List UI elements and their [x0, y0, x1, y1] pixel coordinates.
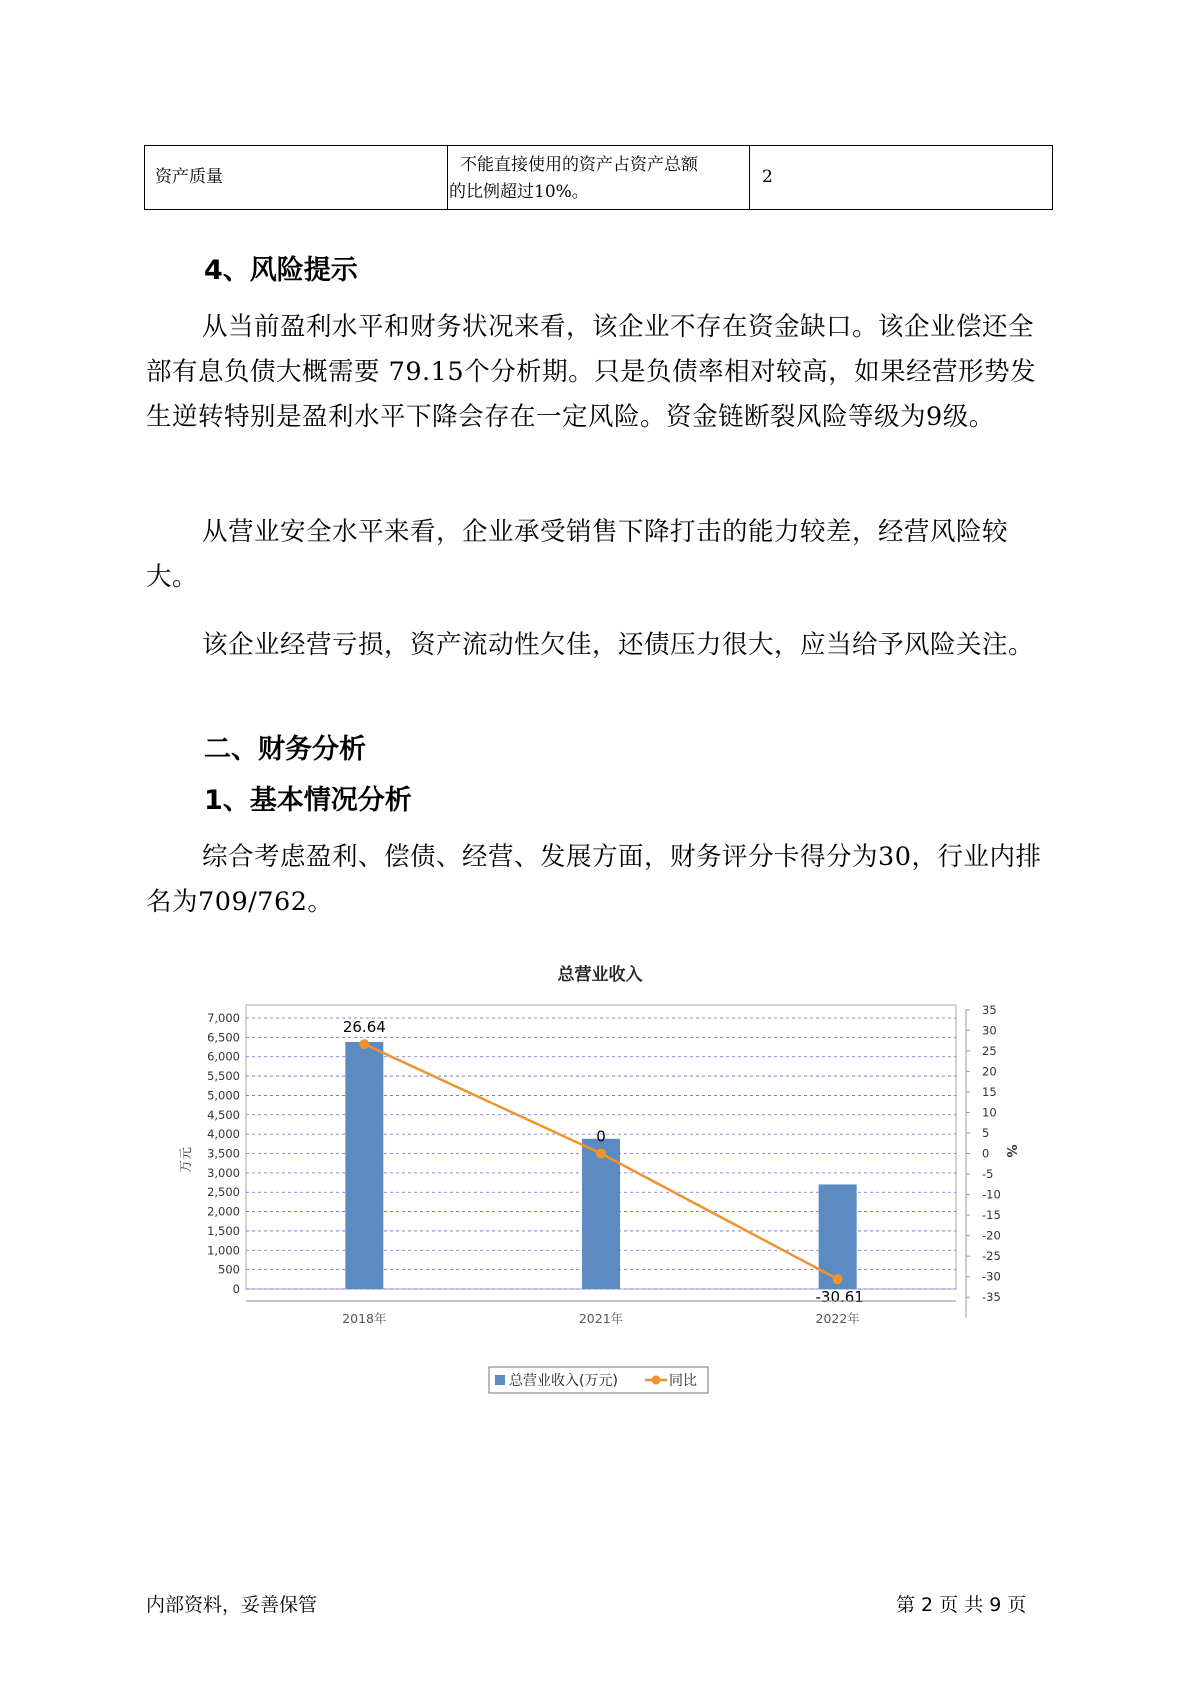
- y-tick-label: 5,000: [207, 1088, 240, 1103]
- table-condition-line1: 不能直接使用的资产占资产总额: [460, 155, 698, 175]
- y-tick-label: 7,000: [207, 1011, 240, 1025]
- y2-tick-label: -15: [982, 1208, 1001, 1223]
- y2-tick-label: 35: [982, 1002, 997, 1017]
- y2-tick-label: 30: [982, 1023, 997, 1038]
- risk-paragraph-2: 从营业安全水平来看，企业承受销售下降打击的能力较差，经营风险较大。: [146, 517, 1009, 592]
- yoy-data-label: -30.61: [815, 1288, 864, 1307]
- y2-tick-label: 5: [982, 1125, 990, 1140]
- quality-table: [144, 145, 1053, 210]
- y-axis: [207, 1011, 240, 1296]
- y2-axis: [966, 1003, 1001, 1318]
- table-cell-category: [145, 146, 448, 209]
- footer-page-number: 第 2 页 共 9 页: [896, 1594, 1027, 1616]
- yoy-data-label: 26.64: [342, 1018, 386, 1037]
- yoy-point: [833, 1274, 843, 1284]
- y-tick-label: 1,000: [207, 1243, 240, 1258]
- y2-tick-label: 20: [982, 1064, 997, 1079]
- x-tick-label: 2018年: [342, 1311, 387, 1326]
- y-tick-label: 0: [232, 1282, 240, 1296]
- y2-tick-label: 10: [982, 1105, 997, 1120]
- yoy-point: [359, 1039, 369, 1049]
- y-tick-label: 3,500: [207, 1146, 240, 1161]
- finance-paragraph: 综合考虑盈利、偿债、经营、发展方面，财务评分卡得分为30，行业内排名为709/762。: [146, 842, 1042, 917]
- table-category-text: 资产质量: [155, 167, 223, 187]
- y-tick-label: 6,000: [207, 1049, 240, 1064]
- legend-swatch-dot: [652, 1376, 661, 1385]
- table-condition-line2: 的比例超过10%。: [449, 182, 589, 202]
- y2-tick-label: -30: [982, 1269, 1001, 1284]
- y2-tick-label: -10: [982, 1187, 1001, 1202]
- risk-paragraph-1: 从当前盈利水平和财务状况来看，该企业不存在资金缺口。该企业偿还全部有息负债大概需要 79.15个分析期。只是负债率相对较高，如果经营形势发生逆转特别是盈利水平下降会存在一定风险。资金链断裂风险等级为9级。: [146, 312, 1037, 432]
- y-tick-label: 4,000: [207, 1127, 240, 1142]
- y-tick-label: 2,000: [207, 1204, 240, 1219]
- yoy-data-label: 0: [596, 1127, 606, 1146]
- y-tick-label: 5,500: [207, 1069, 240, 1084]
- legend-swatch-bar: [495, 1375, 505, 1385]
- footer-left: 内部资料，妥善保管: [146, 1594, 318, 1616]
- legend-label-revenue: 总营业收入(万元): [509, 1373, 618, 1389]
- chart-title: 总营业收入: [557, 965, 643, 985]
- table-cell-score: [750, 146, 1052, 209]
- y2-tick-label: -35: [982, 1290, 1001, 1305]
- y-tick-label: 3,000: [207, 1165, 240, 1180]
- table-score-text: 2: [762, 167, 773, 187]
- y2-tick-label: 15: [982, 1084, 997, 1099]
- y-tick-label: 6,500: [207, 1030, 240, 1045]
- y2-tick-label: -25: [982, 1249, 1001, 1264]
- y2-tick-label: 0: [982, 1146, 990, 1161]
- y2-axis-label: %: [1003, 1144, 1018, 1158]
- revenue-bar: [345, 1042, 383, 1289]
- section-title-risk: 4、风险提示: [204, 255, 358, 286]
- y2-tick-label: -5: [982, 1167, 994, 1182]
- y-tick-label: 4,500: [207, 1107, 240, 1122]
- x-tick-label: 2022年: [815, 1311, 860, 1326]
- yoy-point: [596, 1149, 606, 1159]
- subsection-title-basic: 1、基本情况分析: [204, 785, 412, 816]
- y-axis-label: 万元: [179, 1146, 194, 1174]
- y-tick-label: 1,500: [207, 1223, 240, 1238]
- risk-paragraph-3: 该企业经营亏损，资产流动性欠佳，还债压力很大，应当给予风险关注。: [202, 630, 1035, 660]
- table-cell-condition: [448, 146, 750, 209]
- revenue-chart-svg: [160, 950, 1018, 1410]
- section-title-finance: 二、财务分析: [204, 734, 366, 765]
- y-tick-label: 2,500: [207, 1185, 240, 1200]
- chart-legend: [489, 1367, 708, 1393]
- y2-tick-label: -20: [982, 1228, 1001, 1243]
- x-tick-label: 2021年: [578, 1311, 624, 1326]
- y-tick-label: 500: [218, 1262, 240, 1277]
- legend-label-yoy: 同比: [669, 1373, 697, 1389]
- revenue-chart: [160, 950, 1018, 1410]
- y2-tick-label: 25: [982, 1043, 997, 1058]
